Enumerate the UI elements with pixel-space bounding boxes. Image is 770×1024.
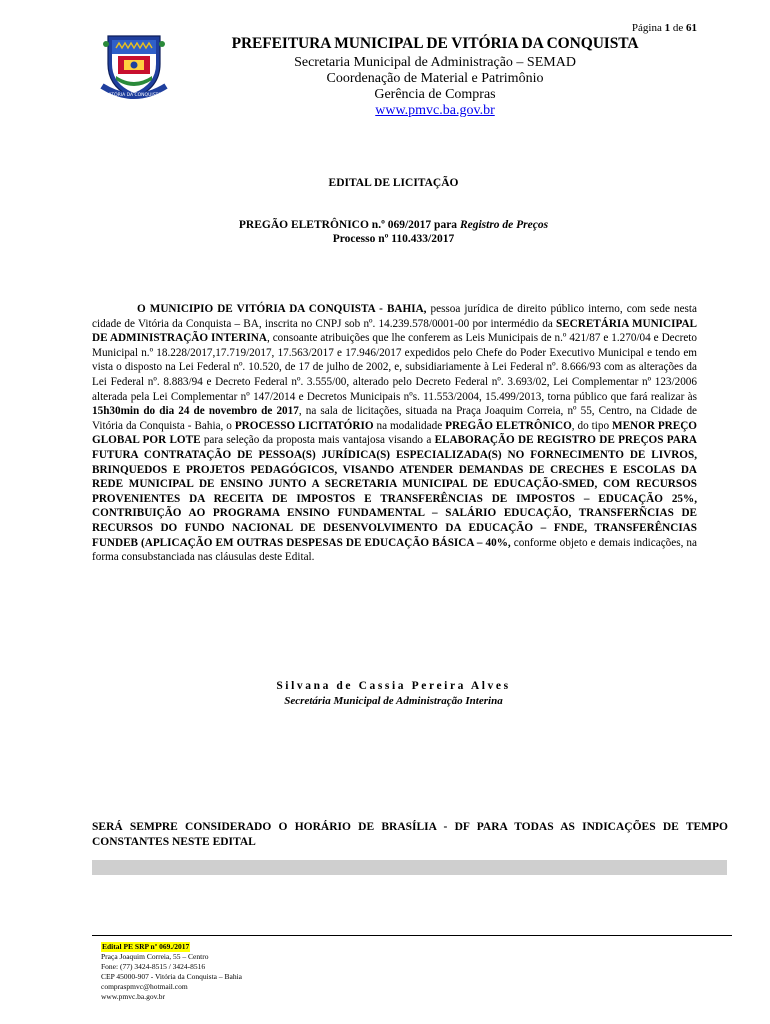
processo-number: Processo nº 110.433/2017 [332,233,455,245]
page-label: Página [631,22,662,34]
body-municipio: O MUNICIPIO DE VITÓRIA DA CONQUISTA - BAHIA, [137,303,427,315]
page-number [580,22,697,34]
footer-edital-ref: Edital PE SRP nº 069./2017 [102,942,190,951]
body-secretaria: SECRETÁRIA MUNICIPAL DE ADMINISTRAÇÃO INTERINA [92,317,697,345]
header-website-link[interactable]: www.pmvc.ba.gov.br [375,103,495,118]
body-text-5: , do tipo [571,419,613,432]
header-gerencia: Gerência de Compras [374,87,496,102]
page-total: 61 [686,22,697,34]
body-text-1: pessoa jurídica de direito público interno, com sede nesta cidade de Vitória da Conquista – BA, inscrita no CNPJ sob nº. 14.239.578/0001-00 por intermédio da [92,303,697,330]
header-coordenacao: Coordenação de Material e Patrimônio [326,71,544,86]
body-processo-licitatorio: PROCESSO LICITATÓRIO [234,419,374,432]
footer-email[interactable]: compraspmvc@hotmail.com [101,982,188,991]
pregao-heading [60,219,727,231]
header-secretaria: Secretaria Municipal de Administração – SEMAD [294,55,576,70]
footer-url[interactable]: www.pmvc.ba.gov.br [101,992,166,1001]
footer-address: Praça Joaquim Correia, 55 – Centro [101,952,209,961]
footer [101,942,242,1002]
signatory-name: Silvana de Cassia Pereira Alves [276,680,511,692]
body-text-3: , na sala de licitações, situada na Praça Joaquim Correia, nº 55, Centro, na Cidade de Vitória da Conquista - Bahia, o [92,405,698,432]
footer-cep: CEP 45000-907 - Vitória da Conquista – Bahia [101,972,242,981]
footer-phone: Fone: (77) 3424-8515 / 3424-8516 [101,962,206,971]
crest-ribbon-text: VITÓRIA DA CONQUISTA [106,93,162,98]
body-datetime: 15h30min do dia 24 de novembro de 2017 [92,405,299,418]
pregao-type: Registro de Preços [459,219,549,231]
time-zone-notice: SERÁ SEMPRE CONSIDERADO O HORÁRIO DE BRASÍLIA - DF PARA TODAS AS INDICAÇÕES DE TEMPO CONSTANTES NESTE EDITAL [92,821,728,848]
footer-divider [92,935,732,936]
body-text-4: na modalidade [373,419,446,432]
signatory-role: Secretária Municipal de Administração Interina [284,695,503,707]
body-modalidade: PREGÃO ELETRÔNICO [445,419,572,432]
page-current: 1 [664,22,671,34]
body-text-7: conforme objeto e demais indicações, na forma consubstanciada nas cláusulas deste Edital. [92,536,697,564]
gray-divider-bar [92,860,727,875]
document-title: EDITAL DE LICITAÇÃO [328,177,459,189]
municipal-crest-logo [98,30,170,102]
pregao-number: PREGÃO ELETRÔNICO n.º 069/2017 para [238,219,460,231]
body-text-6: para seleção da proposta mais vantajosa visando a [200,434,435,447]
body-text-2: , consoante atribuições que lhe conferem as Leis Municipais de n.º 421/87 e 1.270/04 e Decreto Municipal n.º 18.228/2017,17.719/2017, 17.563/2017 e 17.946/2017 expedidos pelo Chefe do Poder Executivo Municipal e tendo em vista o disposto na Lei Federal nº. 10.520, de 17 de julho de 2002, e, subsidiariamente à Lei Federal nº. 8.666/93 com as alterações da Lei Federal nº. 8.883/94 e Decreto Federal nº. 3.555/00, alterado pelo Decreto Federal nº. 3.693/02, Lei Complementar nº 123/2006 alterada pela Lei Complementar nº 147/2014 e Decretos Municipais nºs. 11.553/2004, 15.499/2013, torna público que fará realizar às [92,332,697,403]
edital-body-paragraph [92,302,697,565]
body-objeto: ELABORAÇÃO DE REGISTRO DE PREÇOS PARA FUTURA CONTRATAÇÃO DE PESSOA(S) JURÍDICA(S) ESPECIALIZADA(S) NO FORNECIMENTO DE LIVROS, BRINQUEDOS E PROJETOS PEDAGÓGICOS, VISANDO ATENDER DEMANDAS DE CRECHES E ESCOLAS DA REDE MUNICIPAL DE ENSINO JUNTO A SECRETARIA MUNICIPAL DE EDUCAÇÃO-SMED, COM RECURSOS PROVENIENTES DA RECEITA DE IMPOSTOS E TRANSFERÊNCIAS DE IMPOSTOS – EDUCAÇÃO 25%, CONTRIBUIÇÃO AO PROGRAMA ENSINO FUNDAMENTAL – SALÁRIO EDUCAÇÃO, TRANSFERÑCIAS DE RECURSOS DO FUNDO NACIONAL DE DESENVOLVIMENTO DA EDUCAÇÃO – FNDE, TRANSFERÊNCIAS FUNDEB (APLICAÇÃO EM OUTRAS DESPESAS DE EDUCAÇÃO BÁSICA – 40%, [92,434,697,549]
organization-name: PREFEITURA MUNICIPAL DE VITÓRIA DA CONQUISTA [231,35,639,52]
page-of: de [672,22,684,34]
body-tipo: MENOR PREÇO GLOBAL POR LOTE [92,419,698,447]
